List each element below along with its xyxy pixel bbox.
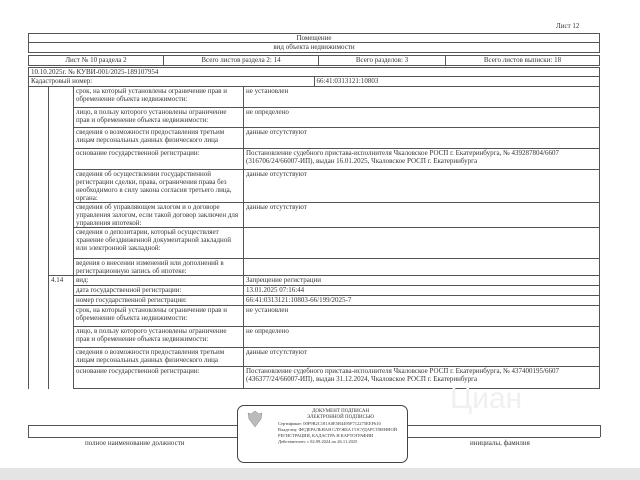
empty-cell: [29, 87, 49, 108]
sections-total: Всего разделов: 3: [319, 56, 446, 66]
row-label: основание государственной регистрации:: [74, 367, 244, 389]
encumbrance-table: [28, 86, 600, 389]
extract-info: [28, 67, 600, 87]
empty-cell: [29, 108, 49, 128]
coat-of-arms-icon: [246, 409, 264, 429]
table-row: [29, 286, 600, 296]
row-value: не определено: [244, 108, 600, 128]
entry-number: [49, 286, 74, 296]
empty-cell: [29, 149, 49, 170]
object-caption: вид объекта недвижимости: [29, 43, 600, 53]
empty-cell: [29, 348, 49, 367]
table-row: [29, 348, 600, 367]
table-row: [29, 170, 600, 203]
row-value: 66:41:0313121:10803-66/199/2025-7: [244, 296, 600, 306]
entry-number: [49, 108, 74, 128]
entry-number: 4.14: [49, 276, 74, 286]
row-label: дата государственной регистрации:: [74, 286, 244, 296]
row-value: Запрещение регистрации: [244, 276, 600, 286]
stamp-title: ДОКУМЕНТ ПОДПИСАН: [311, 409, 370, 414]
empty-cell: [29, 327, 49, 348]
stamp-validity: Действителен: с 02.09.2024 по 26.11.2025: [278, 439, 358, 444]
entry-number: [49, 306, 74, 327]
row-label: сведения о депозитарии, который осуществляет хранение обездвиженной документарной закладной или электронной закладной:: [74, 228, 244, 259]
empty-cell: [29, 128, 49, 149]
name-caption: инициалы, фамилия: [470, 439, 530, 447]
entry-number: [49, 259, 74, 276]
row-value: [244, 259, 600, 276]
sheets-total: Всего листов выписки: 18: [446, 56, 600, 66]
table-row: [29, 87, 600, 108]
row-label: срок, на который установлены ограничение прав и обременение объекта недвижимости:: [74, 87, 244, 108]
empty-cell: [29, 276, 49, 286]
row-label: сведения о возможности предоставления третьим лицам персональных данных физического лица: [74, 128, 244, 149]
table-row: [29, 327, 600, 348]
row-value: данные отсутствуют: [244, 170, 600, 203]
stamp-owner-2: РЕГИСТРАЦИИ, КАДАСТРА И КАРТОГРАФИИ: [278, 433, 374, 438]
sheet-number: Лист 12: [556, 22, 580, 30]
cadastral-label: Кадастровый номер:: [29, 77, 315, 87]
row-value: не установлен: [244, 306, 600, 327]
extract-id: 10.10.2025г. № КУВИ-001/2025-189107954: [29, 68, 600, 77]
stamp-owner: Владелец: ФЕДЕРАЛЬНАЯ СЛУЖБА ГОСУДАРСТВЕННОЙ: [278, 427, 398, 432]
row-label: срок, на который установлены ограничение прав и обременение объекта недвижимости:: [74, 306, 244, 327]
table-row: [29, 203, 600, 228]
table-row: [29, 108, 600, 128]
object-header: [28, 33, 600, 53]
row-label: вид:: [74, 276, 244, 286]
watermark: Циан: [450, 382, 523, 415]
table-row: [29, 306, 600, 327]
empty-cell: [29, 228, 49, 259]
stamp-certificate: Сертификат: 00F9B2C181A0E5B4495F712275EEF610: [278, 421, 381, 426]
table-row: [29, 128, 600, 149]
row-value: Постановление судебного пристава-исполнителя Чкаловское РОСП г. Екатеринбурга, № 439287804/6607 (316706/24/66007-ИП), выдан 16.01.2025, Чкаловское РОСП г. Екатеринбурга: [244, 149, 600, 170]
row-label: номер государственной регистрации:: [74, 296, 244, 306]
row-label: сведения об управляющем залогом и о договоре управления залогом, если такой договор заключен для управления ипотекой:: [74, 203, 244, 228]
sheet-of-section: Лист № 10 раздела 2: [29, 56, 164, 66]
empty-cell: [29, 306, 49, 327]
position-caption: полное наименование должности: [85, 439, 185, 447]
e-signature-stamp: [237, 405, 408, 463]
row-label: основание государственной регистрации:: [74, 149, 244, 170]
table-row: [29, 228, 600, 259]
row-label: ведения о внесении изменений или дополнений в регистрационную запись об ипотеке:: [74, 259, 244, 276]
empty-cell: [29, 170, 49, 203]
row-value: данные отсутствуют: [244, 203, 600, 228]
entry-number: [49, 128, 74, 149]
row-label: лицо, в пользу которого установлены ограничение прав и обременение объекта недвижимости:: [74, 108, 244, 128]
object-type: Помещение: [29, 34, 600, 43]
row-value: [244, 228, 600, 259]
cadastral-value: 66:41:0313121:10803: [314, 77, 600, 87]
table-row: [29, 296, 600, 306]
entry-number: [49, 296, 74, 306]
empty-cell: [29, 203, 49, 228]
page-bottom-margin: [0, 468, 640, 480]
empty-cell: [29, 296, 49, 306]
table-row: [29, 149, 600, 170]
row-label: сведения об осуществлении государственной регистрации сделки, права, ограничения права без необходимого в силу закона согласия третьего лица, органа:: [74, 170, 244, 203]
row-value: не определено: [244, 327, 600, 348]
row-value: Постановление судебного пристава-исполнителя Чкаловское РОСП г. Екатеринбурга, № 437400195/6607 (436377/24/66007-ИП), выдан 31.12.2024, Чкаловское РОСП г. Екатеринбурга: [244, 367, 600, 389]
entry-number: [49, 203, 74, 228]
empty-cell: [29, 367, 49, 389]
entry-number: [49, 348, 74, 367]
sheets-in-section: Всего листов раздела 2: 14: [164, 56, 319, 66]
row-label: лицо, в пользу которого установлены ограничение прав и обременение объекта недвижимости:: [74, 327, 244, 348]
row-value: данные отсутствуют: [244, 128, 600, 149]
entry-number: [49, 327, 74, 348]
empty-cell: [29, 286, 49, 296]
row-value: не установлен: [244, 87, 600, 108]
table-row: [29, 276, 600, 286]
row-value: 13.01.2025 07:16:44: [244, 286, 600, 296]
sheet-info: [28, 55, 600, 66]
entry-number: [49, 228, 74, 259]
entry-number: [49, 87, 74, 108]
empty-cell: [29, 259, 49, 276]
entry-number: [49, 367, 74, 389]
table-row: [29, 259, 600, 276]
row-value: данные отсутствуют: [244, 348, 600, 367]
entry-number: [49, 149, 74, 170]
stamp-subtitle: ЭЛЕКТРОННОЙ ПОДПИСЬЮ: [307, 415, 374, 420]
row-label: сведения о возможности предоставления третьим лицам персональных данных физического лица: [74, 348, 244, 367]
entry-number: [49, 170, 74, 203]
